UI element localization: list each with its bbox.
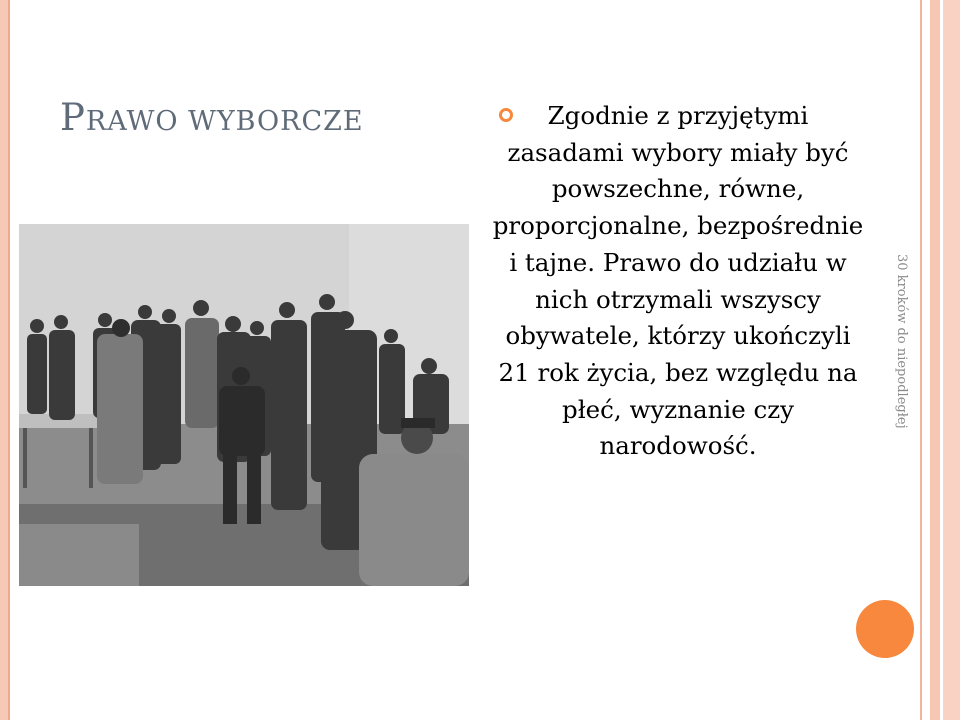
photo-illustration [19,224,469,586]
historical-photo [19,224,469,586]
slide-title [60,96,420,144]
title-first-letter: P [60,96,86,139]
title-rest: RAWO WYBORCZE [85,106,364,137]
left-border [0,0,10,720]
orange-circle-decoration [856,600,914,658]
vertical-footer-text: 30 kroków do niepodległej [894,254,909,429]
right-border-stripes [916,0,960,720]
bullet-text: Zgodnie z przyjętymi zasadami wybory miały być powszechne, równe, proporcjonalne, bezpośrednie i tajne. Prawo do udziału w nich otrzymali wszyscy obywatele, którzy ukończyli 21 rok życia, bez względu na płeć, wyznanie czy narodowość. [492,101,864,461]
